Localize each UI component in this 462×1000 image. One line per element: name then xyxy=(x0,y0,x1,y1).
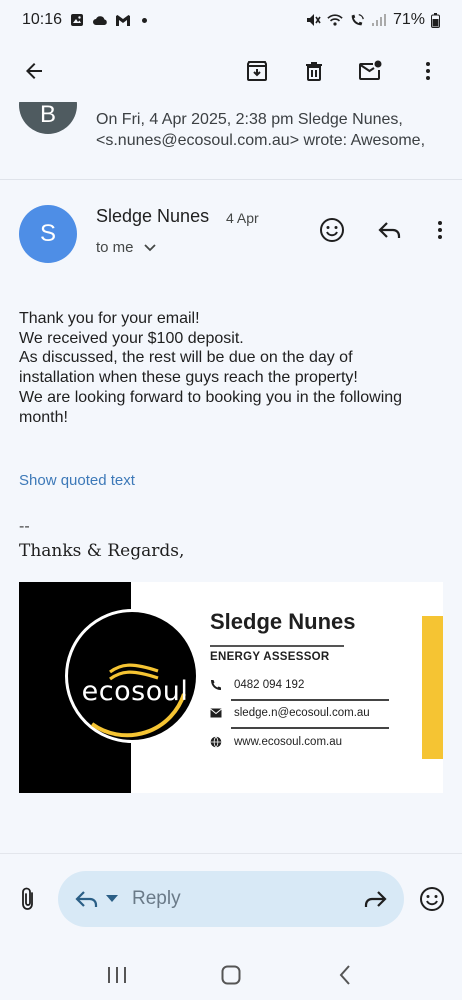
more-vert-icon xyxy=(416,59,440,83)
signature-regards: Thanks & Regards, xyxy=(19,541,185,561)
gmail-icon xyxy=(115,12,131,28)
delete-icon xyxy=(302,59,326,83)
reply-input[interactable] xyxy=(58,871,404,927)
recents-icon xyxy=(106,965,128,985)
card-email-row xyxy=(210,707,370,719)
emoji-icon xyxy=(319,217,345,243)
home-button[interactable] xyxy=(211,955,251,995)
reply-bar xyxy=(0,867,462,933)
collapsed-message[interactable] xyxy=(0,102,462,180)
back-arrow-icon xyxy=(22,59,46,83)
reply-label: Reply xyxy=(132,888,181,909)
notification-dot xyxy=(142,18,147,23)
mark-unread-button[interactable] xyxy=(351,51,391,91)
emoji-react-button[interactable] xyxy=(414,881,450,917)
sender-name: Sledge Nunes xyxy=(96,206,210,226)
signal-icon xyxy=(371,12,387,28)
signature-separator: -- xyxy=(19,518,30,535)
divider xyxy=(0,853,462,854)
forward-icon[interactable] xyxy=(360,884,390,914)
card-phone-row xyxy=(210,679,304,691)
card-website: www.ecosoul.com.au xyxy=(234,736,343,748)
gallery-icon xyxy=(69,12,85,28)
card-website-row xyxy=(210,736,342,748)
back-nav-button[interactable] xyxy=(325,955,365,995)
attach-button[interactable] xyxy=(10,881,46,917)
reply-icon xyxy=(377,219,403,241)
recents-button[interactable] xyxy=(97,955,137,995)
sender-avatar[interactable]: S xyxy=(19,205,77,263)
card-phone: 0482 094 192 xyxy=(234,679,305,691)
message-date: 4 Apr xyxy=(226,210,259,226)
back-chevron-icon xyxy=(338,964,352,986)
status-bar xyxy=(0,0,462,40)
signature-card-image[interactable] xyxy=(19,582,443,793)
card-divider xyxy=(231,727,389,729)
show-quoted-text-link[interactable]: Show quoted text xyxy=(19,472,135,489)
back-button[interactable] xyxy=(14,51,54,91)
archive-icon xyxy=(245,59,269,83)
archive-button[interactable] xyxy=(237,51,277,91)
more-vert-icon xyxy=(428,218,452,242)
battery-percent: 71% xyxy=(392,11,425,28)
react-emoji-button[interactable] xyxy=(312,212,352,248)
message-more-button[interactable] xyxy=(428,212,452,248)
battery-icon xyxy=(431,12,440,28)
system-navigation-bar xyxy=(0,950,462,1000)
emoji-icon xyxy=(419,886,445,912)
message-body xyxy=(19,309,439,427)
body-line: installation when these guys reach the property! xyxy=(19,369,358,387)
mute-icon xyxy=(305,12,321,28)
message-header xyxy=(0,196,462,276)
card-divider xyxy=(231,699,389,701)
recipient-label: to me xyxy=(96,239,134,256)
avatar: B xyxy=(19,102,77,134)
card-title: ENERGY ASSESSOR xyxy=(210,651,330,663)
card-yellow-accent xyxy=(422,616,443,759)
globe-icon xyxy=(210,736,222,748)
body-line: Thank you for your email! xyxy=(19,310,200,327)
reply-icon[interactable] xyxy=(72,884,102,914)
email-toolbar xyxy=(0,40,462,102)
recipient-details-toggle[interactable] xyxy=(96,239,156,256)
reply-mode-dropdown-icon[interactable] xyxy=(104,891,120,907)
body-line: month! xyxy=(19,408,68,426)
card-divider xyxy=(210,645,344,647)
chevron-down-icon xyxy=(144,244,156,252)
mail-icon xyxy=(210,707,222,719)
status-time: 10:16 xyxy=(22,11,63,28)
more-options-button[interactable] xyxy=(408,51,448,91)
reply-button[interactable] xyxy=(370,212,410,248)
cloud-icon xyxy=(92,12,108,28)
body-line: We received your $100 deposit. xyxy=(19,329,244,347)
home-icon xyxy=(220,964,242,986)
message-snippet: On Fri, 4 Apr 2025, 2:38 pm Sledge Nunes, <s.nunes@ecosoul.com.au> wrote: Awesome, xyxy=(96,111,426,149)
body-line: As discussed, the rest will be due on the day of xyxy=(19,349,353,367)
paperclip-icon xyxy=(19,886,37,912)
logo-wordmark: ecosoul xyxy=(81,676,189,707)
card-email: sledge.n@ecosoul.com.au xyxy=(234,707,370,719)
delete-button[interactable] xyxy=(294,51,334,91)
mark-unread-icon xyxy=(358,59,384,83)
body-line: We are looking forward to booking you in the following xyxy=(19,388,403,406)
wifi-call-icon xyxy=(349,12,365,28)
wifi-icon xyxy=(327,12,343,28)
phone-icon xyxy=(210,679,222,691)
card-name: Sledge Nunes xyxy=(210,609,356,634)
